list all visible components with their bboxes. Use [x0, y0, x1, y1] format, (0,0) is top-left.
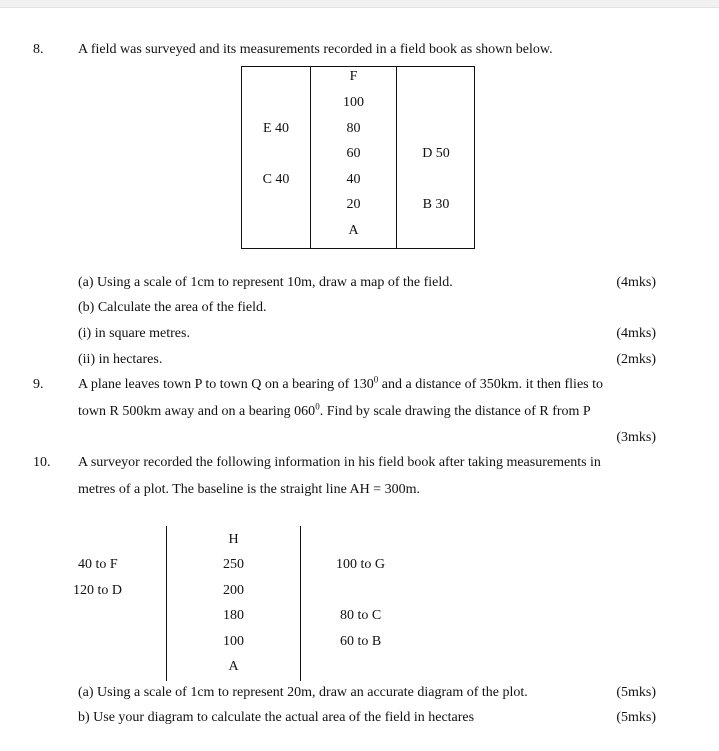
- q10-chain-line-left: [166, 526, 167, 681]
- q8-offset-c: C 40: [262, 172, 290, 187]
- degree-symbol: 0: [315, 401, 320, 412]
- q8-offset-e: E 40: [262, 121, 290, 136]
- q10-offset-f: 40 to F: [78, 557, 118, 572]
- q10-chain-a: A: [228, 659, 239, 674]
- q8-chain-40: 40: [346, 172, 361, 187]
- q10-part-a: (a) Using a scale of 1cm to represent 20m, draw an accurate diagram of the plot.: [78, 685, 528, 700]
- q10-chain-250: 250: [223, 557, 244, 572]
- q9-number: 9.: [33, 377, 44, 392]
- q10-offset-d: 120 to D: [73, 583, 122, 598]
- q10-chain-200: 200: [223, 583, 244, 598]
- q9-marks: (3mks): [616, 430, 656, 445]
- q10-chain-100: 100: [223, 634, 244, 649]
- q10-part-b: b) Use your diagram to calculate the actual area of the field in hectares: [78, 710, 475, 725]
- q8-part-bi-marks: (4mks): [616, 326, 656, 341]
- q10-chain-180: 180: [223, 608, 244, 623]
- q10-part-b-marks: (5mks): [616, 710, 656, 725]
- q8-part-bii: (ii) in hectares.: [78, 352, 163, 367]
- q10-offset-g: 100 to G: [336, 557, 385, 572]
- top-bar: [0, 0, 719, 8]
- q8-chain-f: F: [349, 69, 358, 84]
- q8-number: 8.: [33, 42, 44, 57]
- q10-chain-line-right: [300, 526, 301, 681]
- q8-text: A field was surveyed and its measurements recorded in a field book as shown below.: [78, 42, 553, 57]
- q8-chain-80: 80: [346, 121, 361, 136]
- q8-part-a-marks: (4mks): [616, 275, 656, 290]
- q10-part-a-marks: (5mks): [616, 685, 656, 700]
- q8-part-bii-marks: (2mks): [616, 352, 656, 367]
- q8-offset-b: B 30: [422, 197, 450, 212]
- q10-line-2: metres of a plot. The baseline is the straight line AH = 300m.: [78, 482, 421, 497]
- q9-line-2: town R 500km away and on a bearing $060^0$. Find by scale drawing the distance of R from P: [78, 401, 591, 419]
- q10-offset-c: 80 to C: [340, 608, 382, 623]
- q8-chain-60: 60: [346, 146, 361, 161]
- q8-offset-d: D 50: [422, 146, 450, 161]
- q8-chain-20: 20: [346, 197, 361, 212]
- q10-line-1: A surveyor recorded the following information in his field book after taking measurements in: [78, 455, 601, 470]
- q8-chain-a: A: [348, 223, 359, 238]
- q10-offset-b: 60 to B: [340, 634, 382, 649]
- q8-part-b: (b) Calculate the area of the field.: [78, 300, 267, 315]
- degree-symbol: 0: [373, 374, 379, 385]
- q8-chain-100: 100: [343, 95, 364, 110]
- q10-chain-h: H: [228, 532, 239, 547]
- q8-part-a: (a) Using a scale of 1cm to represent 10m, draw a map of the field.: [78, 275, 453, 290]
- q9-line-1: A plane leaves town P to town Q on a bearing of $130^0$ and a distance of 350km. it then flies to: [78, 374, 603, 392]
- q10-number: 10.: [33, 455, 51, 470]
- q8-part-bi: (i) in square metres.: [78, 326, 190, 341]
